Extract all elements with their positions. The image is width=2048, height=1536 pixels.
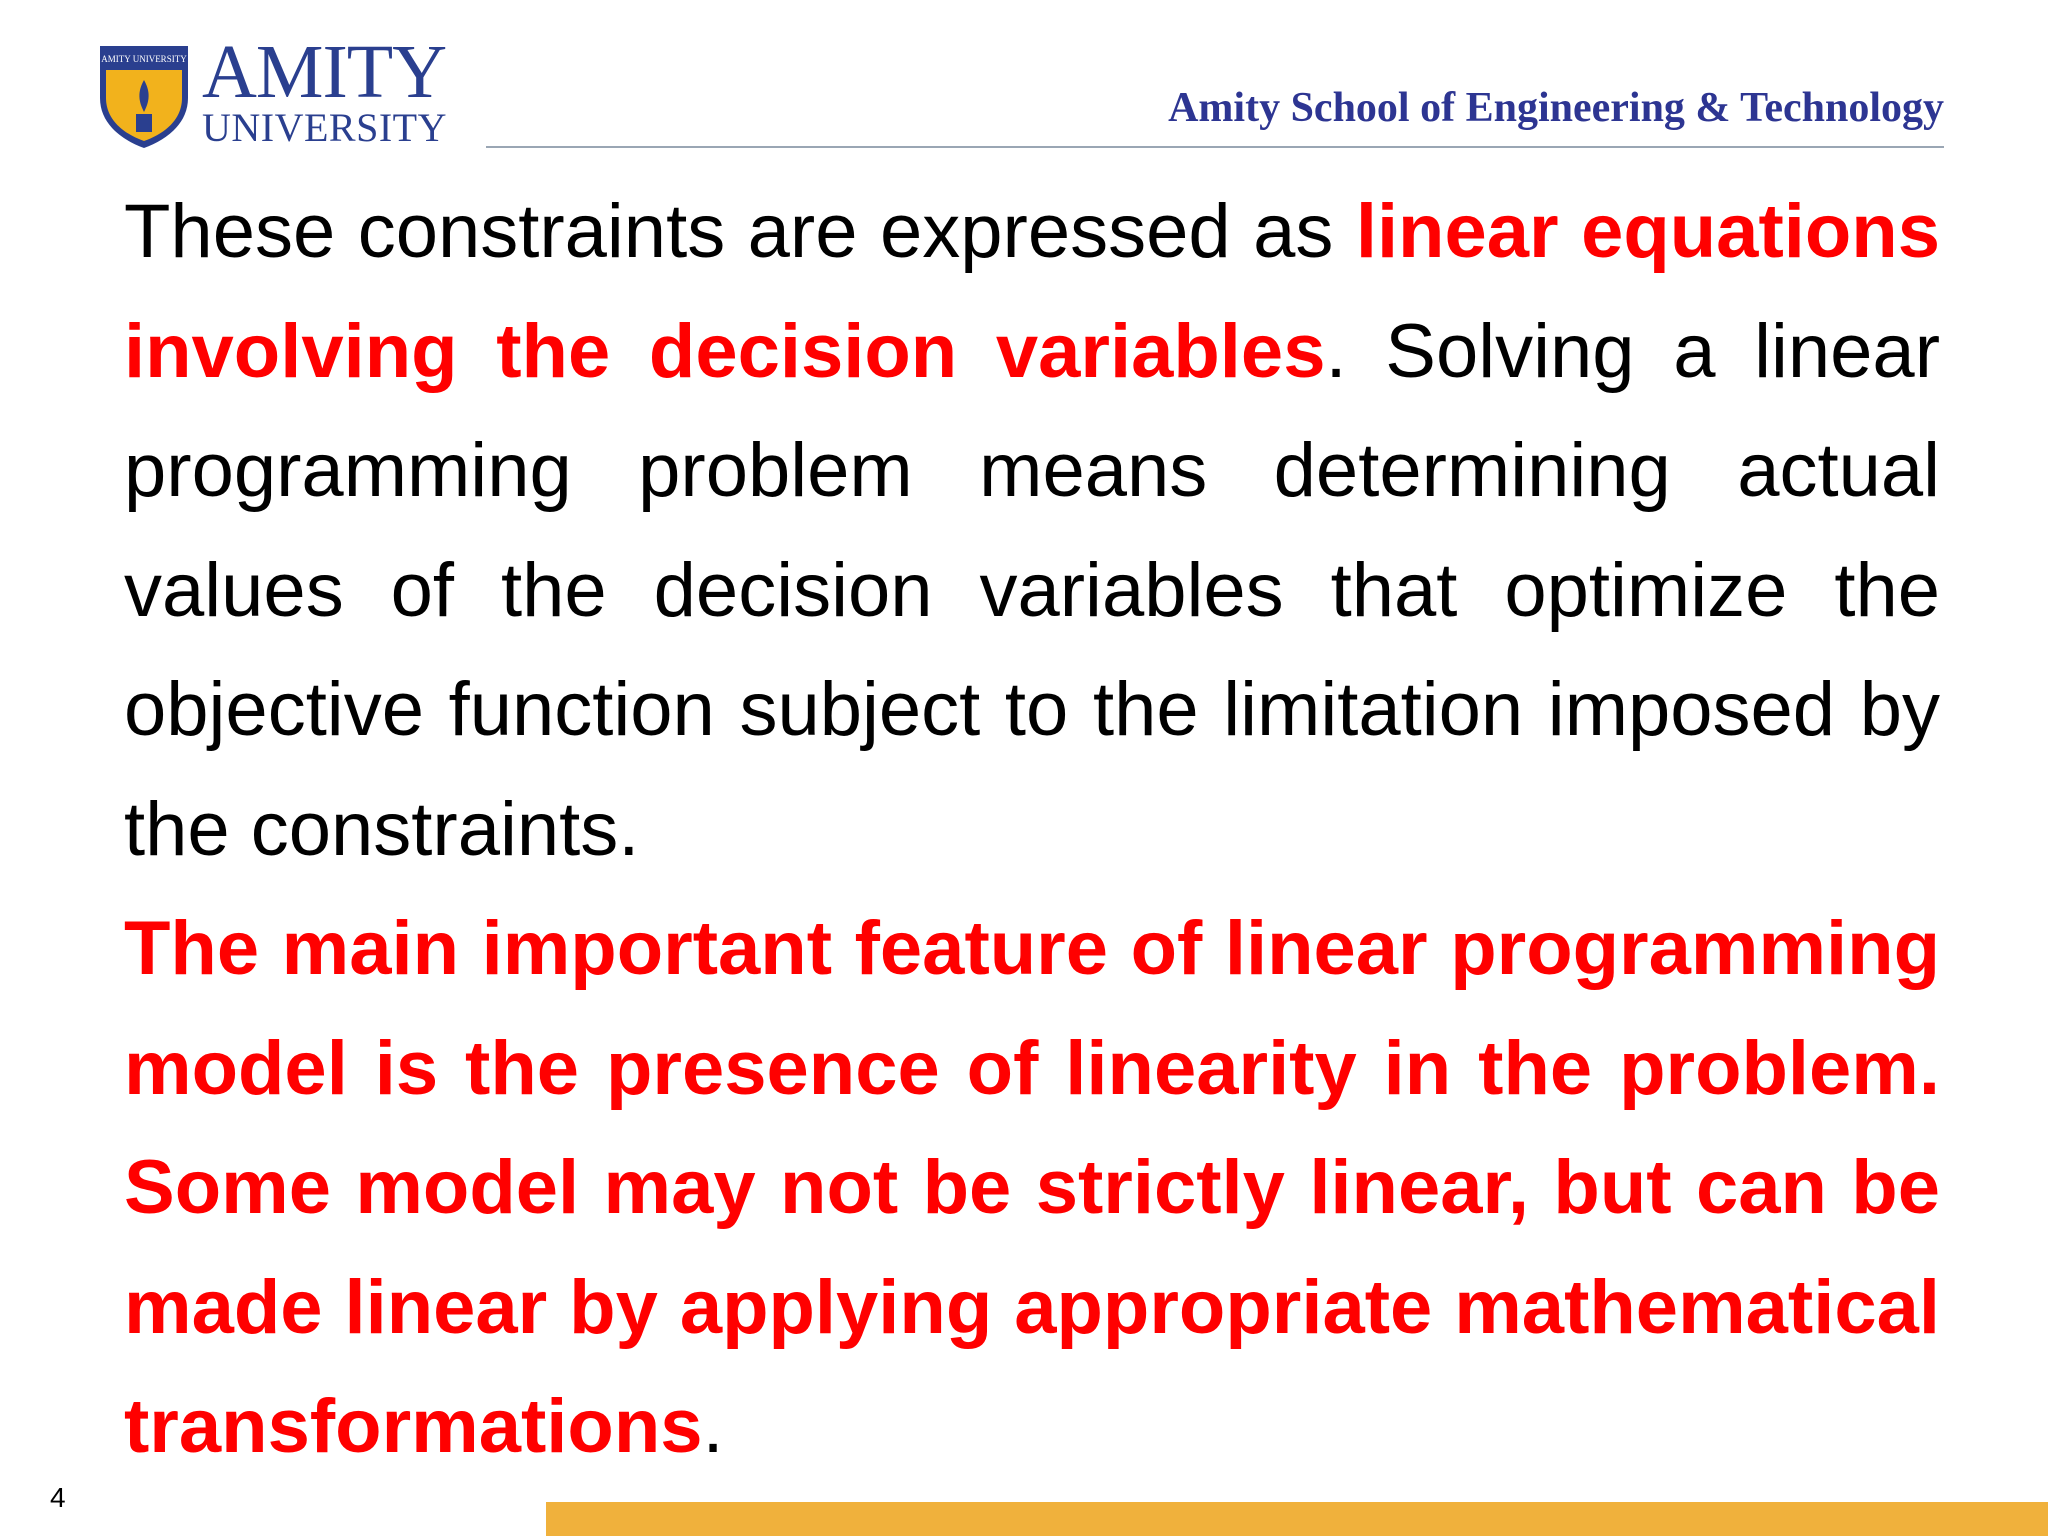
shield-icon bbox=[96, 40, 192, 150]
paragraph-constraints-text-1: These constraints are expressed as bbox=[124, 189, 1356, 274]
shield-label: AMITY UNIVERSITY bbox=[101, 54, 187, 64]
highlight-linear-equations: linear equations involving the decision variables bbox=[124, 189, 1940, 394]
footer-accent-bar bbox=[546, 1502, 2048, 1536]
highlight-linearity-feature: The main important feature of linear programming model is the presence of linearity in the problem. Some model may not be strictly linear, but can be made linear by applying appropriate mathematical transformations bbox=[124, 906, 1940, 1469]
header-divider bbox=[486, 146, 1944, 148]
logo-wordmark bbox=[202, 30, 447, 150]
paragraph-constraints-text-2: . Solving a linear programming problem means determining actual values of the decision variables that optimize the objective function subject to the limitation imposed by the constraints. bbox=[124, 308, 1941, 872]
paragraph-linearity-period: . bbox=[702, 1384, 724, 1469]
amity-logo bbox=[96, 30, 456, 152]
logo-subtitle: UNIVERSITY bbox=[202, 105, 447, 150]
slide-body bbox=[124, 172, 1940, 1487]
paragraph-linearity bbox=[124, 889, 1940, 1487]
logo-title: AMITY bbox=[202, 30, 447, 114]
school-name: Amity School of Engineering & Technology bbox=[1168, 85, 1944, 131]
paragraph-constraints bbox=[124, 172, 1940, 889]
page-number: 4 bbox=[50, 1482, 66, 1513]
